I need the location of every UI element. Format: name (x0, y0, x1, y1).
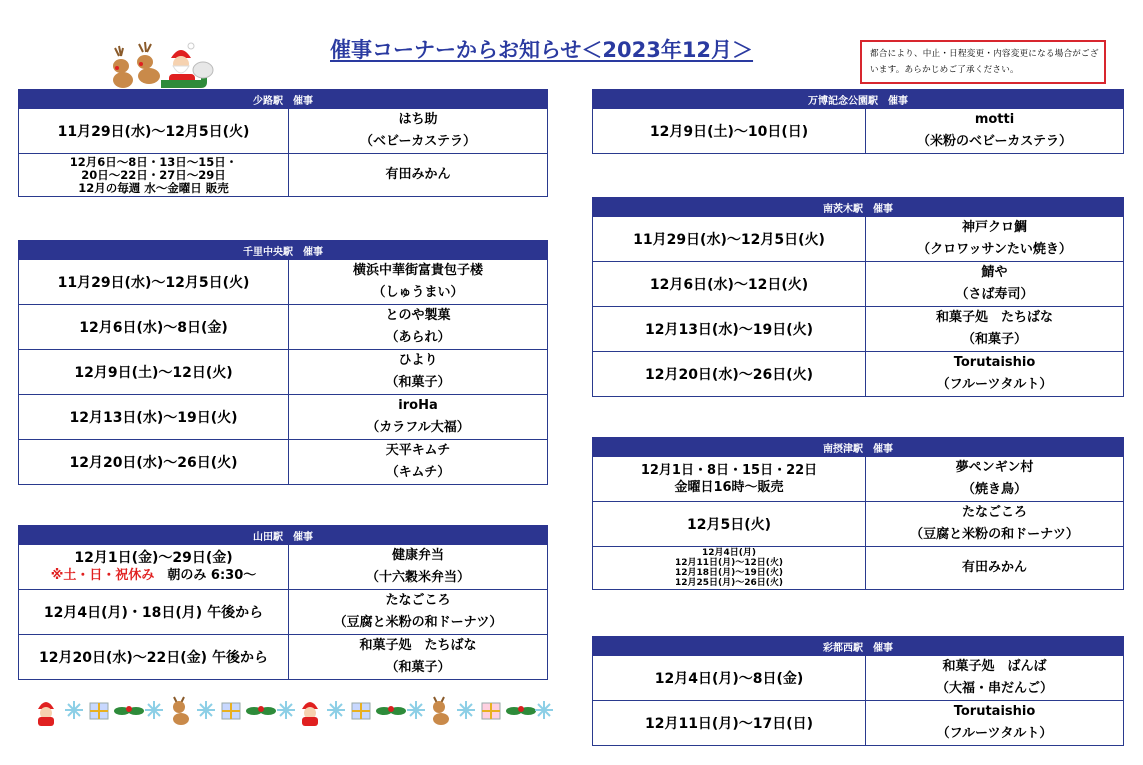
holiday-note-red: ※土・日・祝休み (50, 568, 155, 583)
vendor-name: 天平キムチ (385, 443, 451, 458)
event-vendor-cell (289, 440, 548, 485)
reindeer-santa-illustration (105, 40, 215, 94)
vendor-name: 健康弁当 (391, 548, 444, 563)
vendor-product: （米粉のベビーカステラ） (917, 134, 1072, 149)
table-row (19, 440, 548, 485)
event-date: 11月29日(水)～12月5日(火) (593, 217, 866, 262)
event-date: 12月5日(火) (593, 502, 866, 547)
event-vendor-cell (289, 590, 548, 635)
vendor-product: （和菓子） (385, 660, 451, 675)
event-date: 12月1日(金)～29日(金) (74, 550, 233, 566)
vendor-name: とのや製菓 (385, 308, 451, 323)
station-header: 南摂津駅 催事 (593, 438, 1124, 457)
vendor-name: iroHa (398, 398, 438, 413)
vendor-name: 夢ペンギン村 (955, 460, 1034, 475)
minami-ibaraki-station-table (592, 197, 1124, 397)
vendor-name: Torutaishio (953, 704, 1036, 719)
vendor-name: 有田みかん (961, 560, 1027, 575)
vendor-name: 有田みかん (385, 167, 451, 182)
snowflake-icon (197, 701, 215, 719)
event-vendor-cell (289, 109, 548, 154)
event-vendor-cell (866, 701, 1124, 746)
yamada-station-table (18, 525, 548, 680)
vendor-product: （十六穀米弁当） (365, 570, 470, 585)
reindeer-icon (137, 42, 160, 84)
vendor-name: 和菓子処 たちばな (359, 638, 477, 653)
minami-settsu-station-table (592, 437, 1124, 590)
reindeer-icon (173, 697, 189, 725)
event-vendor-cell (866, 307, 1124, 352)
event-date: 12月20日(水)～22日(金) 午後から (19, 635, 289, 680)
date-line: 12月1日・8日・15日・22日 (640, 463, 818, 478)
gift-icon (90, 703, 108, 719)
date-line: 12月11日(月)～12日(火) (674, 558, 784, 568)
station-header: 山田駅 催事 (19, 526, 548, 545)
vendor-product: （クロワッサンたい焼き） (917, 242, 1072, 257)
date-line: 金曜日16時～販売 (674, 480, 784, 495)
vendor-product: （さば寿司） (955, 287, 1034, 302)
event-date: 12月4日(月)・18日(月) 午後から (19, 590, 289, 635)
banpaku-station-table (592, 89, 1124, 154)
table-row (19, 635, 548, 680)
table-row (593, 457, 1124, 502)
holly-icon (376, 706, 406, 715)
vendor-product: （大福・串だんご） (935, 681, 1053, 696)
reindeer-icon (113, 46, 133, 88)
table-row (19, 154, 548, 197)
holly-icon (114, 706, 144, 715)
senri-chuo-station-table (18, 240, 548, 485)
table-row (19, 109, 548, 154)
gift-icon (222, 703, 240, 719)
vendor-product: （フルーツタルト） (936, 726, 1053, 741)
event-date (19, 154, 289, 197)
event-vendor-cell (866, 502, 1124, 547)
holly-icon (246, 706, 276, 715)
event-vendor-cell (866, 547, 1124, 590)
vendor-product: （しゅうまい） (372, 285, 464, 300)
vendor-name: 神戸クロ鯛 (961, 220, 1027, 235)
vendor-name: ひより (398, 353, 438, 368)
vendor-name: はち助 (398, 112, 438, 127)
event-date: 12月13日(水)～19日(火) (19, 395, 289, 440)
table-row (19, 590, 548, 635)
event-vendor-cell (289, 350, 548, 395)
snowflake-icon (535, 701, 553, 719)
event-date: 12月9日(土)～12日(火) (19, 350, 289, 395)
vendor-product: （焼き鳥） (961, 482, 1027, 497)
date-line: 12月6日～8日・13日～15日・ (69, 154, 238, 169)
event-date-cell (19, 545, 289, 590)
station-header: 南茨木駅 催事 (593, 198, 1124, 217)
station-header: 万博記念公園駅 催事 (593, 90, 1124, 109)
event-vendor-cell (289, 545, 548, 590)
event-date: 12月6日(水)～12日(火) (593, 262, 866, 307)
vendor-name: Torutaishio (953, 355, 1036, 370)
event-vendor-cell (866, 262, 1124, 307)
table-row (593, 262, 1124, 307)
snowflake-icon (327, 701, 345, 719)
vendor-name: 和菓子処 ばんば (942, 659, 1047, 674)
table-row (593, 307, 1124, 352)
event-date: 12月20日(水)～26日(火) (19, 440, 289, 485)
santa-icon (38, 702, 54, 726)
event-vendor-cell (866, 656, 1124, 701)
event-vendor-cell (866, 217, 1124, 262)
vendor-product: （豆腐と米粉の和ドーナツ） (910, 527, 1079, 542)
vendor-product: （和菓子） (385, 375, 451, 390)
event-date: 12月20日(水)～26日(火) (593, 352, 866, 397)
snowflake-icon (65, 701, 83, 719)
station-header: 彩都西駅 催事 (593, 637, 1124, 656)
event-date: 11月29日(水)～12月5日(火) (19, 260, 289, 305)
table-row (19, 395, 548, 440)
vendor-product: （あられ） (385, 330, 451, 345)
morning-hours: 朝のみ 6:30～ (154, 568, 257, 583)
vendor-name: 横浜中華街富貴包子楼 (352, 263, 483, 278)
date-line: 12月4日(月) (701, 548, 756, 558)
vendor-name: 鯖や (981, 265, 1008, 280)
snowflake-icon (457, 701, 475, 719)
table-row (593, 701, 1124, 746)
event-date (593, 547, 866, 590)
gift-icon (352, 703, 370, 719)
vendor-name: motti (974, 112, 1015, 127)
vendor-name: たなごころ (385, 593, 451, 608)
station-header: 千里中央駅 催事 (19, 241, 548, 260)
vendor-name: たなごころ (961, 505, 1027, 520)
event-vendor-cell (289, 395, 548, 440)
event-date: 12月6日(水)～8日(金) (19, 305, 289, 350)
date-line: 12月18日(月)～19日(火) (674, 568, 784, 578)
holly-icon (506, 706, 536, 715)
vendor-product: （フルーツタルト） (936, 377, 1053, 392)
date-line: 12月の毎週 水～金曜日 販売 (78, 180, 229, 195)
date-line: 20日～22日・27日～29日 (81, 167, 226, 182)
table-row (593, 352, 1124, 397)
event-date: 12月13日(水)～19日(火) (593, 307, 866, 352)
event-vendor-cell (289, 154, 548, 197)
event-vendor-cell (289, 305, 548, 350)
table-row (19, 260, 548, 305)
event-vendor-cell (866, 109, 1124, 154)
table-row (593, 656, 1124, 701)
snowflake-icon (407, 701, 425, 719)
santa-icon (302, 702, 318, 726)
shoji-station-table (18, 89, 548, 197)
event-date: 12月4日(月)～8日(金) (593, 656, 866, 701)
notice-box: 都合により、中止・日程変更・内容変更になる場合がございます。あらかじめご了承ください。 (860, 40, 1106, 84)
page-title: 催事コーナーからお知らせ＜2023年12月＞ (330, 38, 754, 62)
table-row (19, 350, 548, 395)
event-date: 12月9日(土)～10日(日) (593, 109, 866, 154)
table-row (593, 109, 1124, 154)
saito-nishi-station-table (592, 636, 1124, 746)
event-vendor-cell (289, 260, 548, 305)
event-vendor-cell (866, 457, 1124, 502)
table-row (593, 217, 1124, 262)
vendor-product: （キムチ） (385, 465, 451, 480)
event-date: 12月11日(月)～17日(日) (593, 701, 866, 746)
table-row (593, 502, 1124, 547)
christmas-border-illustration (34, 693, 554, 727)
vendor-product: （カラフル大福） (366, 420, 470, 435)
vendor-product: （ベビーカステラ） (360, 134, 476, 149)
date-line: 12月25日(月)～26日(火) (674, 578, 784, 588)
event-date (593, 457, 866, 502)
station-header: 少路駅 催事 (19, 90, 548, 109)
table-row (593, 547, 1124, 590)
vendor-name: 和菓子処 たちばな (935, 310, 1053, 325)
table-row (19, 545, 548, 590)
snowflake-icon (277, 701, 295, 719)
table-row (19, 305, 548, 350)
event-date: 11月29日(水)～12月5日(火) (19, 109, 289, 154)
vendor-product: （和菓子） (961, 332, 1027, 347)
event-vendor-cell (289, 635, 548, 680)
vendor-product: （豆腐と米粉の和ドーナツ） (333, 615, 503, 630)
event-vendor-cell (866, 352, 1124, 397)
reindeer-icon (433, 697, 449, 725)
holiday-note (19, 567, 288, 585)
snowflake-icon (145, 701, 163, 719)
gift-icon (482, 703, 500, 719)
